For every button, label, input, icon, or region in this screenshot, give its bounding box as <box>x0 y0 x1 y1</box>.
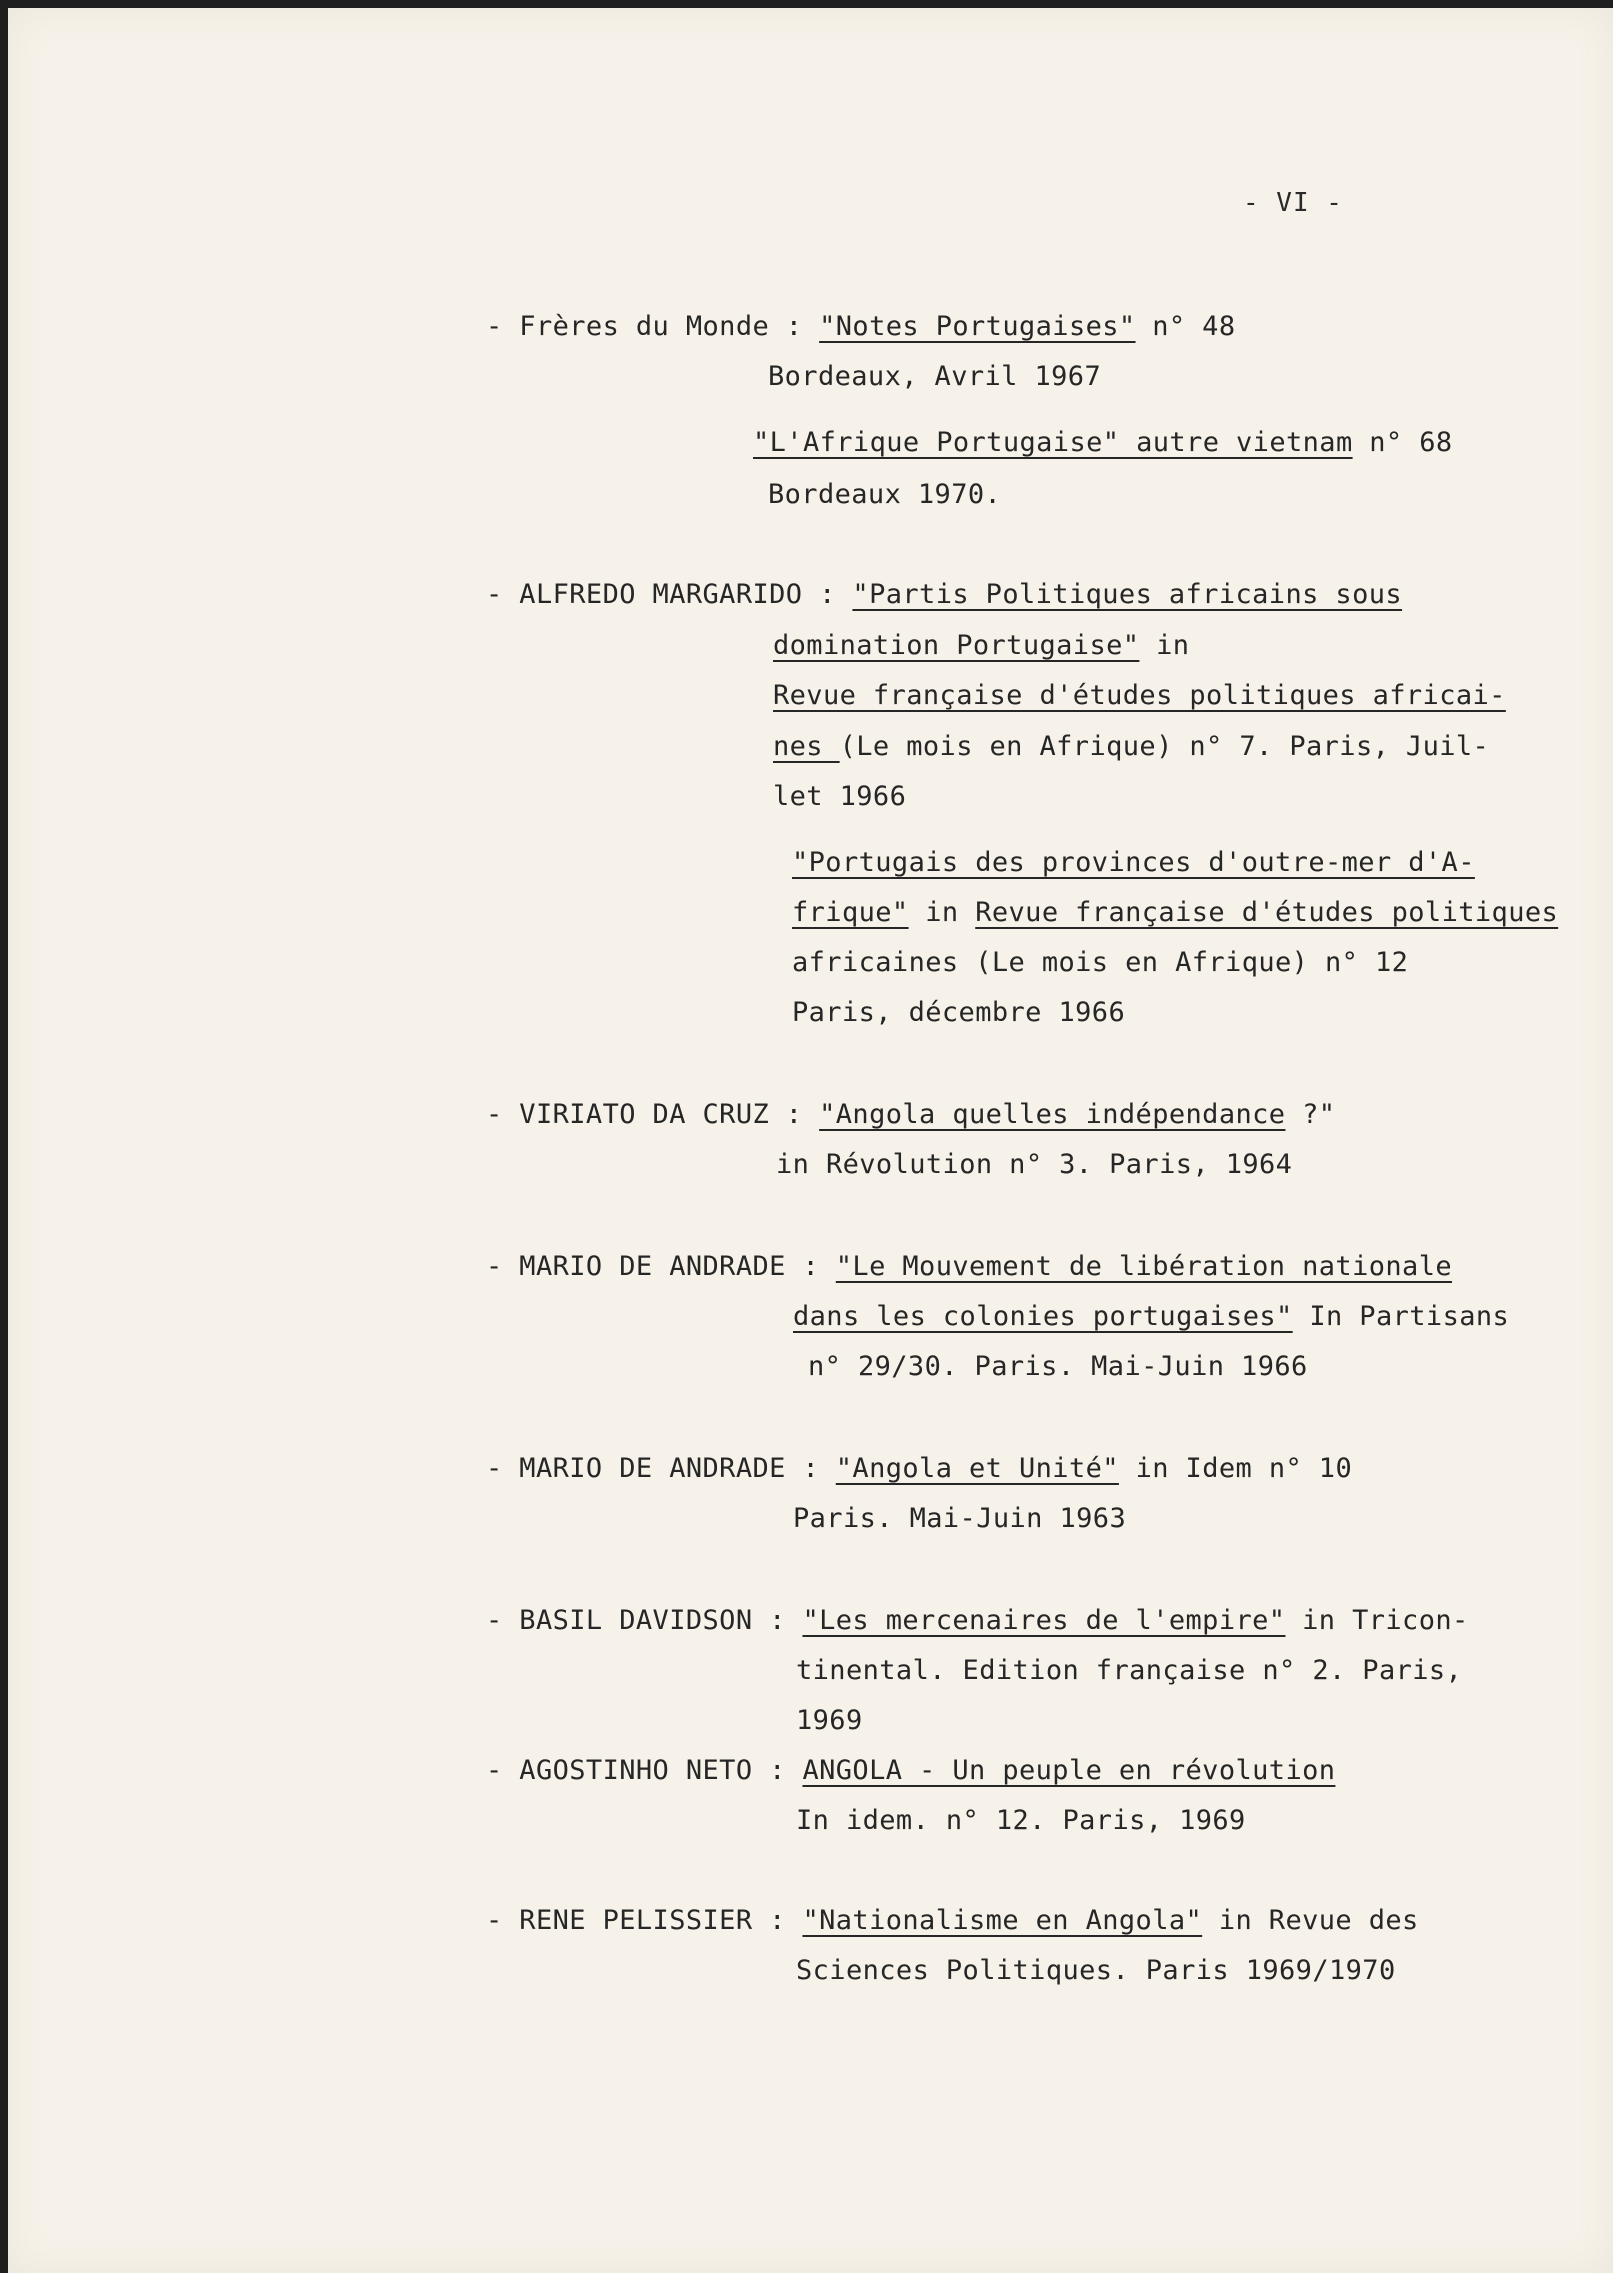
bibliography-entry-line: africaines (Le mois en Afrique) n° 12 <box>792 947 1409 978</box>
entry-title: "Les mercenaires de l'empire" <box>802 1605 1286 1636</box>
page-number: - VI - <box>1243 188 1343 218</box>
entry-text: in Idem n° 10 <box>1118 1453 1353 1484</box>
entry-title: Revue française d'études politiques africai- <box>773 680 1506 711</box>
entry-title: domination Portugaise" <box>773 630 1140 661</box>
bibliography-entry-line: Bordeaux 1970. <box>768 479 1002 510</box>
entry-text: n° 48 <box>1135 311 1236 342</box>
entry-title: dans les colonies portugaises" <box>793 1301 1293 1332</box>
entry-text: in <box>908 897 976 928</box>
bibliography-entry-line: in Révolution n° 3. Paris, 1964 <box>776 1149 1293 1180</box>
entry-author: - VIRIATO DA CRUZ : <box>486 1099 820 1130</box>
entry-title: nes <box>773 731 840 762</box>
entry-author: - BASIL DAVIDSON : <box>486 1605 803 1636</box>
bibliography-entry-line: tinental. Edition française n° 2. Paris, <box>796 1655 1463 1686</box>
bibliography-entry-line <box>486 1098 1335 1132</box>
entry-title: "Le Mouvement de libération nationale <box>835 1251 1453 1282</box>
bibliography-entry-line <box>486 1904 1419 1938</box>
entry-title: "Angola et Unité" <box>835 1453 1119 1484</box>
entry-author: - ALFREDO MARGARIDO : <box>486 579 853 610</box>
entry-text: n° 68 <box>1352 427 1453 458</box>
entry-title: "Partis Politiques africains sous <box>852 579 1403 610</box>
bibliography-entry-line <box>486 578 1402 612</box>
entry-author: - AGOSTINHO NETO : <box>486 1755 803 1786</box>
entry-text: (Le mois en Afrique) n° 7. Paris, Juil- <box>839 731 1490 762</box>
bibliography-entry-line: let 1966 <box>773 781 907 812</box>
bibliography-entry-line <box>486 1604 1469 1638</box>
entry-title: "Notes Portugaises" <box>819 311 1136 342</box>
bibliography-entry-line <box>792 846 1475 880</box>
bibliography-entry-line: n° 29/30. Paris. Mai-Juin 1966 <box>808 1351 1308 1382</box>
bibliography-entry-line: Bordeaux, Avril 1967 <box>768 361 1102 392</box>
bibliography-entry-line <box>753 426 1453 460</box>
bibliography-entry-line: 1969 <box>796 1705 863 1736</box>
bibliography-entry-line <box>486 310 1236 344</box>
entry-text: ?" <box>1285 1099 1336 1130</box>
entry-author: - MARIO DE ANDRADE : <box>486 1251 836 1282</box>
bibliography-entry-line <box>792 896 1558 930</box>
entry-text: in Revue des <box>1202 1905 1419 1936</box>
bibliography-entry-line: Paris, décembre 1966 <box>792 997 1126 1028</box>
entry-title: Revue française d'études politiques <box>975 897 1559 928</box>
entry-title: ANGOLA - Un peuple en révolution <box>802 1755 1336 1786</box>
entry-text: in Tricon- <box>1285 1605 1469 1636</box>
entry-title: "L'Afrique Portugaise" autre vietnam <box>753 427 1353 458</box>
document-page <box>8 8 1613 2273</box>
bibliography-entry-line: Paris. Mai-Juin 1963 <box>793 1503 1127 1534</box>
entry-author: - RENE PELISSIER : <box>486 1905 803 1936</box>
entry-title: "Portugais des provinces d'outre-mer d'A- <box>792 847 1475 878</box>
entry-title: frique" <box>792 897 909 928</box>
entry-text: In Partisans <box>1292 1301 1510 1332</box>
bibliography-entry-line: Sciences Politiques. Paris 1969/1970 <box>796 1955 1396 1986</box>
bibliography-entry-line <box>486 1754 1335 1788</box>
entry-author: - MARIO DE ANDRADE : <box>486 1453 836 1484</box>
entry-title: "Nationalisme en Angola" <box>802 1905 1203 1936</box>
bibliography-entry-line <box>773 629 1189 663</box>
entry-author: - Frères du Monde : <box>486 311 820 342</box>
bibliography-entry-line <box>486 1452 1352 1486</box>
bibliography-entry-line <box>793 1300 1509 1334</box>
bibliography-entry-line: In idem. n° 12. Paris, 1969 <box>796 1805 1246 1836</box>
bibliography-entry-line <box>486 1250 1452 1284</box>
bibliography-entry-line <box>773 679 1506 713</box>
entry-title: "Angola quelles indépendance <box>819 1099 1286 1130</box>
bibliography-entry-line <box>773 730 1489 764</box>
entry-text: in <box>1139 630 1190 661</box>
